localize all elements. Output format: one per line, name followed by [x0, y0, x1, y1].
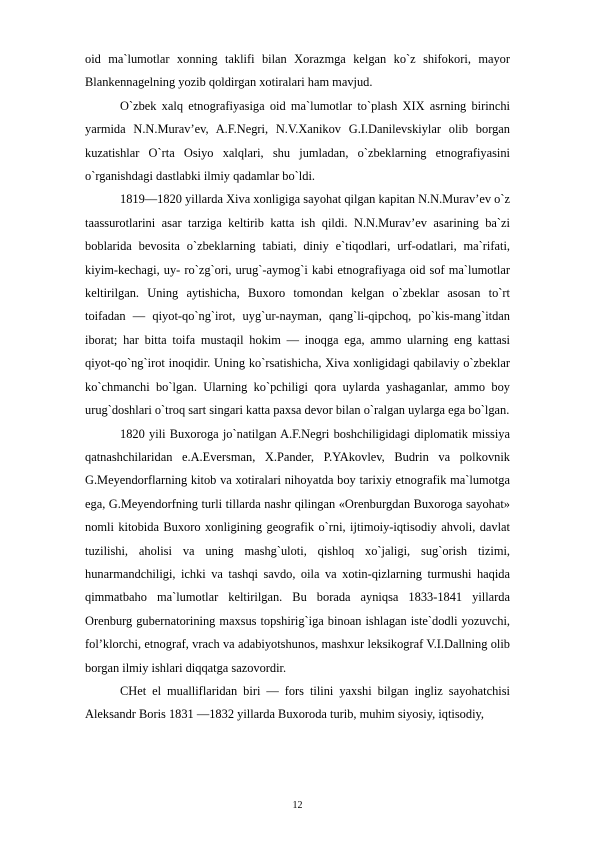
paragraph: 1819—1820 yillarda Xiva xonligiga sayohat qilgan kapitan N.N.Murav’ev o`z taassurotlarini asar tarziga keltirib katta ish qildi. N.N.Murav’ev asarining ba`zi boblarida bevosita o`zbeklarning tabiati, diniy e`tiqodlari, urf-odatlari, ma`rifati, kiyim-kechagi, uy- ro`zg`ori, urug`-aymog`i kabi etnografiyaga oid sof ma`lumotlar keltirilgan. Uning aytishicha, Buxoro tomondan kelgan o`zbeklar asosan to`rt toifadan — qiyot-qo`ng`irot, uyg`ur-nayman, qang`li-qipchoq, po`kis-mang`itdan iborat; har bitta toifa mustaqil hokim — inoqga ega, ammo ularning eng kattasi qiyot-qo`ng`irot inoqidir. Uning ko`rsatishicha, Xiva xonligidagi qabilaviy o`zbeklar ko`chmanchi bo`lgan. Ularning ko`pchiligi qora uylarda yashaganlar, ammo boy urug`doshlari o`troq sart singari katta paxsa devor bilan o`ralgan uylarga ega bo`lgan. [85, 192, 510, 418]
paragraph: 1820 yili Buxoroga jo`natilgan A.F.Negri boshchiligidagi diplomatik missiya qatnashchilaridan e.A.Eversman, X.Pander, P.YAkovlev, Budrin va polkovnik G.Meyendorflarning kitob va xotiralari nihoyatda boy tarixiy etnografik ma`lumotga ega, G.Meyendorfning turli tillarda nashr qilingan «Orenburgdan Buxoroga sayohat» nomli kitobida Buxoro xonligining geografik o`rni, ijtimoiy-iqtisodiy ahvoli, davlat tuzilishi, aholisi va uning mashg`uloti, qishloq xo`jaligi, sug`orish tizimi, hunarmandchiligi, ichki va tashqi savdo, oila va xotin-qizlarning turmushi haqida qimmatbaho ma`lumotlar keltirilgan. Bu borada ayniqsa 1833-1841 yillarda Orenburg gubernatorining maxsus topshirig`iga binoan ishlagan iste`dodli yozuvchi, fol’klorchi, etnograf, vrach va adabiyotshunos, mashxur leksikograf V.I.Dallning olib borgan ilmiy ishlari diqqatga sazovordir. [85, 426, 510, 675]
paragraph: CHet el mualliflaridan biri — fors tilini yaxshi bilgan ingliz sayohatchisi Aleksandr Boris 1831 —1832 yillarda Buxoroda turib, muhim siyosiy, iqtisodiy, [85, 683, 510, 722]
page-number: 12 [292, 800, 303, 811]
body-text [85, 48, 510, 727]
paragraph: oid ma`lumotlar xonning taklifi bilan Xorazmga kelgan ko`z shifokori, mayor Blankennagelning yozib qoldirgan xotiralari ham mavjud. [85, 52, 510, 90]
paragraph: O`zbek xalq etnografiyasiga oid ma`lumotlar to`plash XIX asrning birinchi yarmida N.N.Murav’ev, A.F.Negri, N.V.Xanikov G.I.Danilevskiylar olib borgan kuzatishlar O`rta Osiyo xalqlari, shu jumladan, o`zbeklarning etnografiyasini o`rganishdagi dastlabki ilmiy qadamlar bo`ldi. [85, 98, 510, 184]
